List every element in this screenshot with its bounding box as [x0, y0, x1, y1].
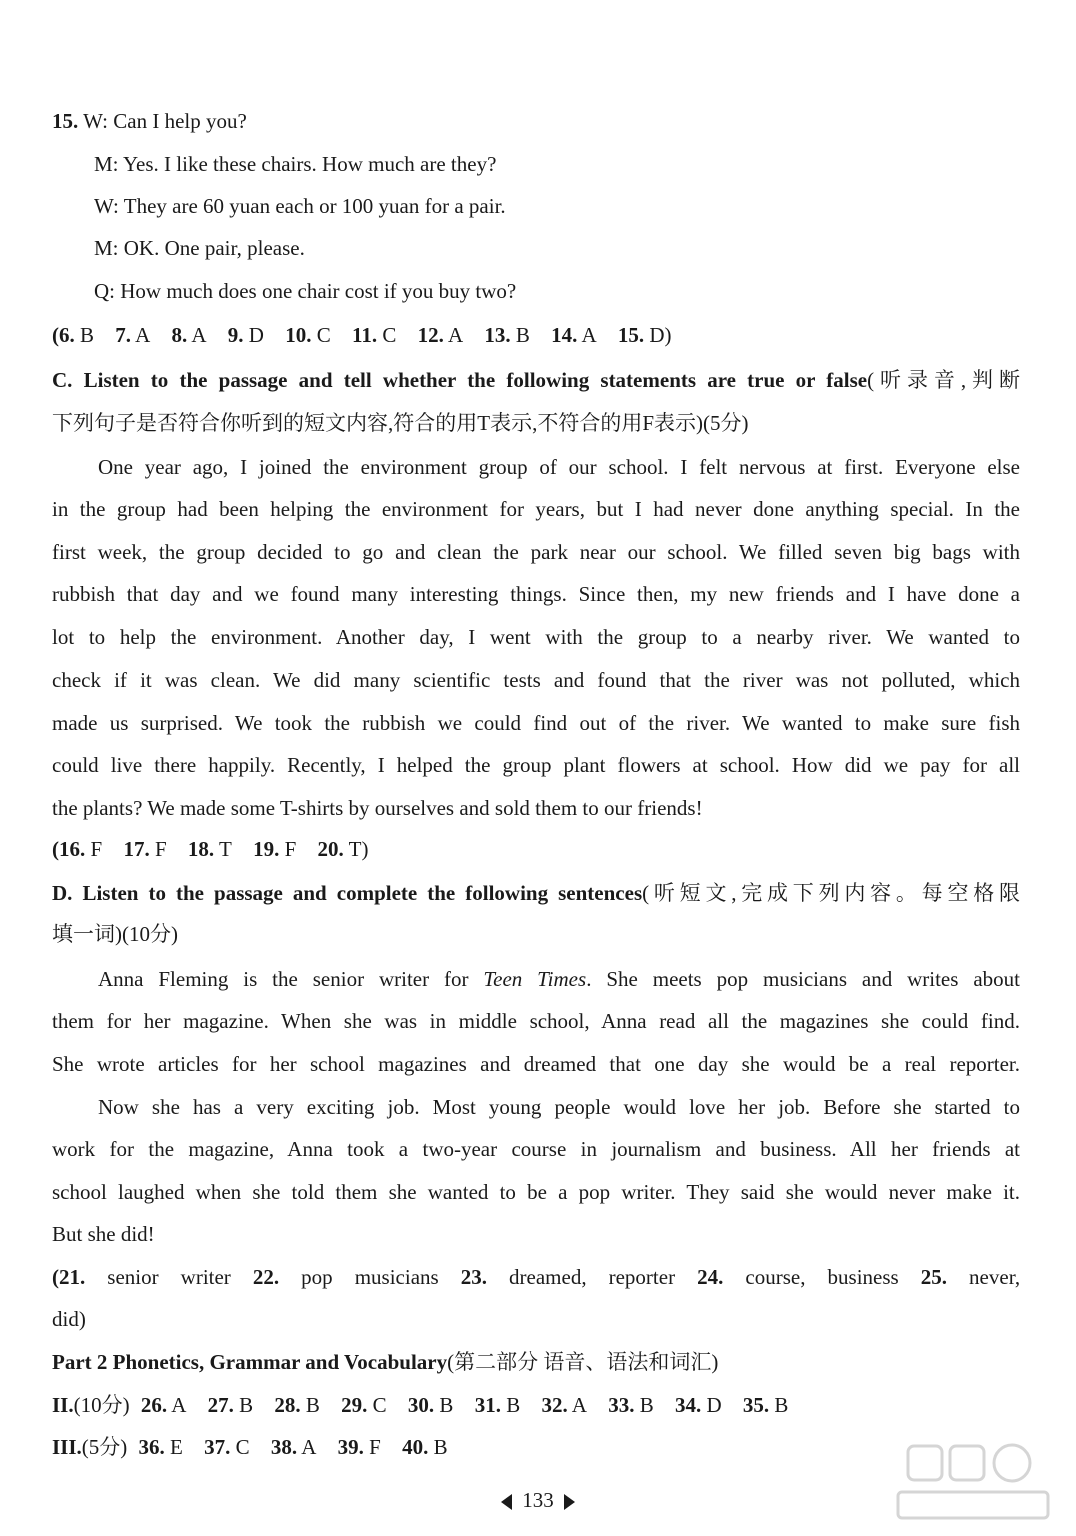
passage-c-line-8: could live there happily. Recently, I helped the group plant flowers at school. How did we pay for all: [52, 753, 1020, 777]
passage-c-line-9: the plants? We made some T-shirts by ourselves and sold them to our friends!: [52, 796, 703, 820]
answers-36-40: III.(5分) 36. E 37. C 38. A 39. F 40. B: [52, 1435, 448, 1459]
part2-heading: Part 2 Phonetics, Grammar and Vocabulary(第二部分 语音、语法和词汇): [52, 1350, 719, 1374]
passage-c-line-2: in the group had been helping the environment for years, but I had never done anything special. In the: [52, 497, 1020, 521]
passage-c-line-7: made us surprised. We took the rubbish we could find out of the river. We wanted to make sure fish: [52, 711, 1020, 735]
page-number: 133: [522, 1488, 554, 1512]
section-c-note: 下列句子是否符合你听到的短文内容,符合的用T表示,不符合的用F表示)(5分): [52, 411, 749, 435]
passage-d-p2-line-1: Now she has a very exciting job. Most young people would love her job. Before she started to: [98, 1095, 1020, 1119]
answers-6-15: (6. B 7. A 8. A 9. D 10. C 11. C 12. A 13. B 14. A 15. D): [52, 323, 672, 347]
q15-line-4: M: OK. One pair, please.: [94, 236, 305, 260]
passage-d-p1-line-3: She wrote articles for her school magazines and dreamed that one day she would be a real reporter.: [52, 1052, 1020, 1076]
q15-line-5: Q: How much does one chair cost if you buy two?: [94, 279, 517, 303]
left-triangle-icon: [501, 1494, 512, 1510]
q15-line-1: 15. W: Can I help you?: [52, 109, 247, 133]
watermark-logo: [888, 1438, 1058, 1528]
passage-c-line-5: lot to help the environment. Another day, I went with the group to a nearby river. We wanted to: [52, 625, 1020, 649]
passage-d-p2-line-4: But she did!: [52, 1222, 155, 1246]
passage-d-p1-line-1: Anna Fleming is the senior writer for Teen Times. She meets pop musicians and writes about: [98, 967, 1020, 991]
passage-c-line-6: check if it was clean. We did many scientific tests and found that the river was not polluted, which: [52, 668, 1020, 692]
answers-16-20: (16. F 17. F 18. T 19. F 20. T): [52, 837, 369, 861]
right-triangle-icon: [564, 1494, 575, 1510]
passage-c-line-4: rubbish that day and we found many interesting things. Since then, my new friends and I have done a: [52, 582, 1020, 606]
answers-21-25-tail: did): [52, 1307, 86, 1331]
passage-d-p1-line-2: them for her magazine. When she was in middle school, Anna read all the magazines she could find.: [52, 1009, 1020, 1033]
passage-d-p2-line-2: work for the magazine, Anna took a two-year course in journalism and business. All her friends at: [52, 1137, 1020, 1161]
passage-c-line-1: One year ago, I joined the environment group of our school. I felt nervous at first. Everyone else: [98, 455, 1020, 479]
section-d-note: 填一词)(10分): [52, 922, 178, 946]
answers-21-25: (21. senior writer 22. pop musicians 23. dreamed, reporter 24. course, business 25. never,: [52, 1265, 1021, 1289]
q15-line-2: M: Yes. I like these chairs. How much are they?: [94, 152, 497, 176]
section-c-heading: C. Listen to the passage and tell whether the following statements are true or false(听录音,判断: [52, 368, 1020, 392]
q15-line-3: W: They are 60 yuan each or 100 yuan for a pair.: [94, 194, 506, 218]
section-d-heading: D. Listen to the passage and complete the following sentences(听短文,完成下列内容。每空格限: [52, 881, 1020, 905]
passage-c-line-3: first week, the group decided to go and clean the park near our school. We filled seven big bags with: [52, 540, 1020, 564]
passage-d-p2-line-3: school laughed when she told them she wanted to be a pop writer. They said she would never make it.: [52, 1180, 1020, 1204]
magazine-title: Teen Times: [483, 967, 587, 991]
answers-26-35: II.(10分) 26. A 27. B 28. B 29. C 30. B 31. B 32. A 33. B 34. D 35. B: [52, 1393, 789, 1417]
